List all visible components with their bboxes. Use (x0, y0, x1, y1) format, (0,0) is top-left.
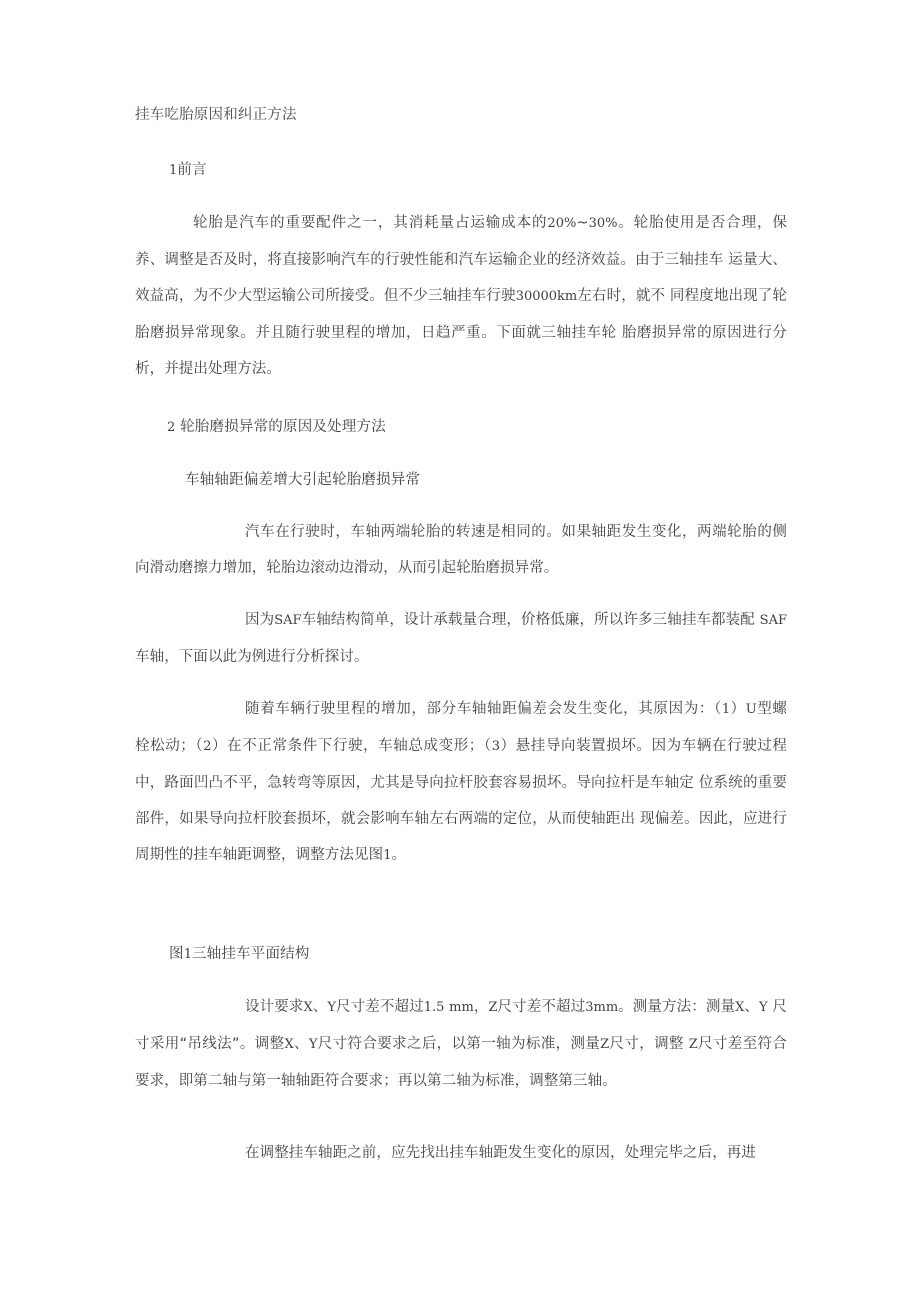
spacer (135, 586, 787, 602)
latin-run: Z (688, 1037, 698, 1052)
section-heading-1: 1前言 (169, 162, 207, 178)
latin-run: SAF (759, 613, 787, 628)
latin-run: 1 (721, 702, 731, 717)
subsection-heading: 车轴轴距偏差增大引起轮胎磨损异常 (185, 472, 421, 488)
latin-run: 3mm (585, 1000, 619, 1015)
latin-run: 2 (203, 739, 212, 754)
spacer (135, 189, 787, 205)
latin-run: SAF (274, 613, 302, 628)
spacer (135, 675, 787, 691)
latin-run: U (745, 702, 757, 717)
latin-run: X (735, 1000, 745, 1015)
latin-run: 2 (167, 420, 176, 435)
latin-run: 1 (169, 163, 178, 178)
latin-run: 1 (183, 947, 192, 962)
latin-run: 20% (547, 216, 577, 231)
figure-placeholder-area (135, 874, 787, 936)
latin-run: Y (327, 1000, 336, 1015)
latin-run: X (284, 1037, 294, 1052)
paragraph-deviation-causes: 随着车辆行驶里程的增加，部分车轴轴距偏差会发生变化，其原因为：（1）U型螺 栓松动；（2）在不正常条件下行驶，车轴总成变形；（3）悬挂导向装置损坏。因为车辆在行驶过程中，路面凹凸不平，急转弯等原因，尤其是导向拉杆胶套容易损坏。导向拉杆是车轴定 位系统的重要部件，如果导向拉杆胶套损坏，就会影响车轴左右两端的定位，从而使轴距出 现偏差。因此，应进行周期性的挂车轴距调整，调整方法见图1。 (135, 701, 787, 863)
paragraph-saf-axle: 因为SAF车轴结构简单，设计承载量合理，价格低廉，所以许多三轴挂车都装配 SAF车轴，下面以此为例进行分析探讨。 (135, 612, 787, 665)
latin-run: 1.5 (423, 1000, 445, 1015)
latin-run: 1 (383, 848, 392, 863)
spacer (135, 387, 787, 409)
spacer (135, 973, 787, 989)
section-heading-2: 2 轮胎磨损异常的原因及处理方法 (167, 419, 386, 435)
latin-run: X (303, 1000, 313, 1015)
latin-run: 3 (491, 739, 501, 754)
paragraph-axle-speed: 汽车在行驶时，车轴两端轮胎的转速是相同的。如果轴距发生变化，两端轮胎的侧 向滑动磨擦力增加，轮胎边滚动边滑动，从而引起轮胎磨损异常。 (135, 524, 787, 576)
paragraph-closing: 在调整挂车轴距之前，应先找出挂车轴距发生变化的原因，处理完毕之后，再进 (245, 1145, 756, 1161)
spacer (135, 446, 787, 462)
spacer (135, 498, 787, 514)
latin-run: 30000km (515, 289, 578, 304)
latin-run: mm (449, 1000, 474, 1015)
latin-run: Y (759, 1000, 768, 1015)
paragraph-intro: 轮胎是汽车的重要配件之一，其消耗量占运输成本的20%~30%。轮胎使用是否合理，保 养、调整是否及时，将直接影响汽车的行驶性能和汽车运输企业的经济效益。由于三轴挂车 运量大、效益高，为不少大型运输公司所接受。但不少三轴挂车行驶30000km左右时，就不 同程度地出现了轮胎磨损异常现象。并且随行驶里程的增加，日趋严重。下面就三轴挂车轮 胎磨损异常的原因进行分析，并提出处理方法。 (135, 215, 787, 377)
latin-run: Z (600, 1037, 610, 1052)
document-body (135, 104, 787, 1171)
latin-run: Z (488, 1000, 498, 1015)
figure-caption: 图1三轴挂车平面结构 (169, 946, 310, 962)
spacer (135, 1099, 787, 1135)
latin-run: 30% (588, 216, 618, 231)
latin-run: Y (308, 1037, 318, 1052)
paragraph-measurement-spec: 设计要求X、Y尺寸差不超过1.5 mm，Z尺寸差不超过3mm。测量方法：测量X、Y 尺寸采用“吊线法”。调整X、Y尺寸符合要求之后，以第一轴为标准，测量Z尺寸，调整 Z尺寸差至符合要求，即第二轴与第一轴轴距符合要求；再以第二轴为标准，调整第三轴。 (135, 999, 787, 1089)
document-title: 挂车吃胎原因和纠正方法 (135, 107, 297, 123)
